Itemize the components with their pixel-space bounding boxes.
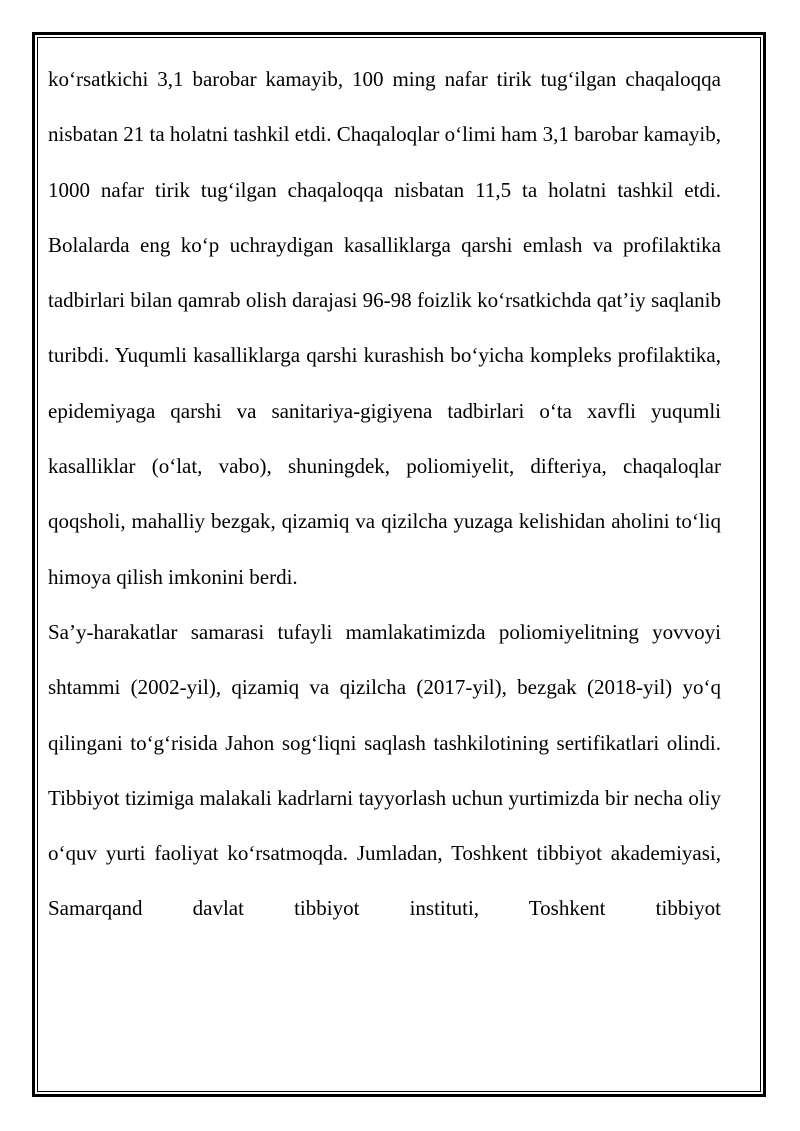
document-body [48, 52, 721, 937]
paragraph-health-statistics: ko‘rsatkichi 3,1 barobar kamayib, 100 ming nafar tirik tug‘ilgan chaqaloqqa nisbatan 21 ta holatni tashkil etdi. Chaqaloqlar o‘limi ham 3,1 barobar kamayib, 1000 nafar tirik tug‘ilgan chaqaloqqa nisbatan 11,5 ta holatni tashkil etdi. Bolalarda eng ko‘p uchraydigan kasalliklarga qarshi emlash va profilaktika tadbirlari bilan qamrab olish darajasi 96-98 foizlik ko‘rsatkichda qat’iy saqlanib turibdi. Yuqumli kasalliklarga qarshi kurashish bo‘yicha kompleks profilaktika, epidemiyaga qarshi va sanitariya-gigiyena tadbirlari o‘ta xavfli yuqumli kasalliklar (o‘lat, vabo), shuningdek, poliomiyelit, difteriya, chaqaloqlar qoqsholi, mahalliy bezgak, qizamiq va qizilcha yuzaga kelishidan aholini to‘liq himoya qilish imkonini berdi. [48, 67, 722, 589]
paragraph-certificates-and-education: Sa’y-harakatlar samarasi tufayli mamlakatimizda poliomiyelitning yovvoyi shtammi (2002-yil), qizamiq va qizilcha (2017-yil), bezgak (2018-yil) yo‘q qilingani to‘g‘risida Jahon sog‘liqni saqlash tashkilotining sertifikatlari olindi. Tibbiyot tizimiga malakali kadrlarni tayyorlash uchun yurtimizda bir necha oliy o‘quv yurti faoliyat ko‘rsatmoqda. Jumladan, Toshkent tibbiyot akademiyasi, Samarqand davlat tibbiyot instituti, Toshkent tibbiyot [48, 619, 721, 921]
